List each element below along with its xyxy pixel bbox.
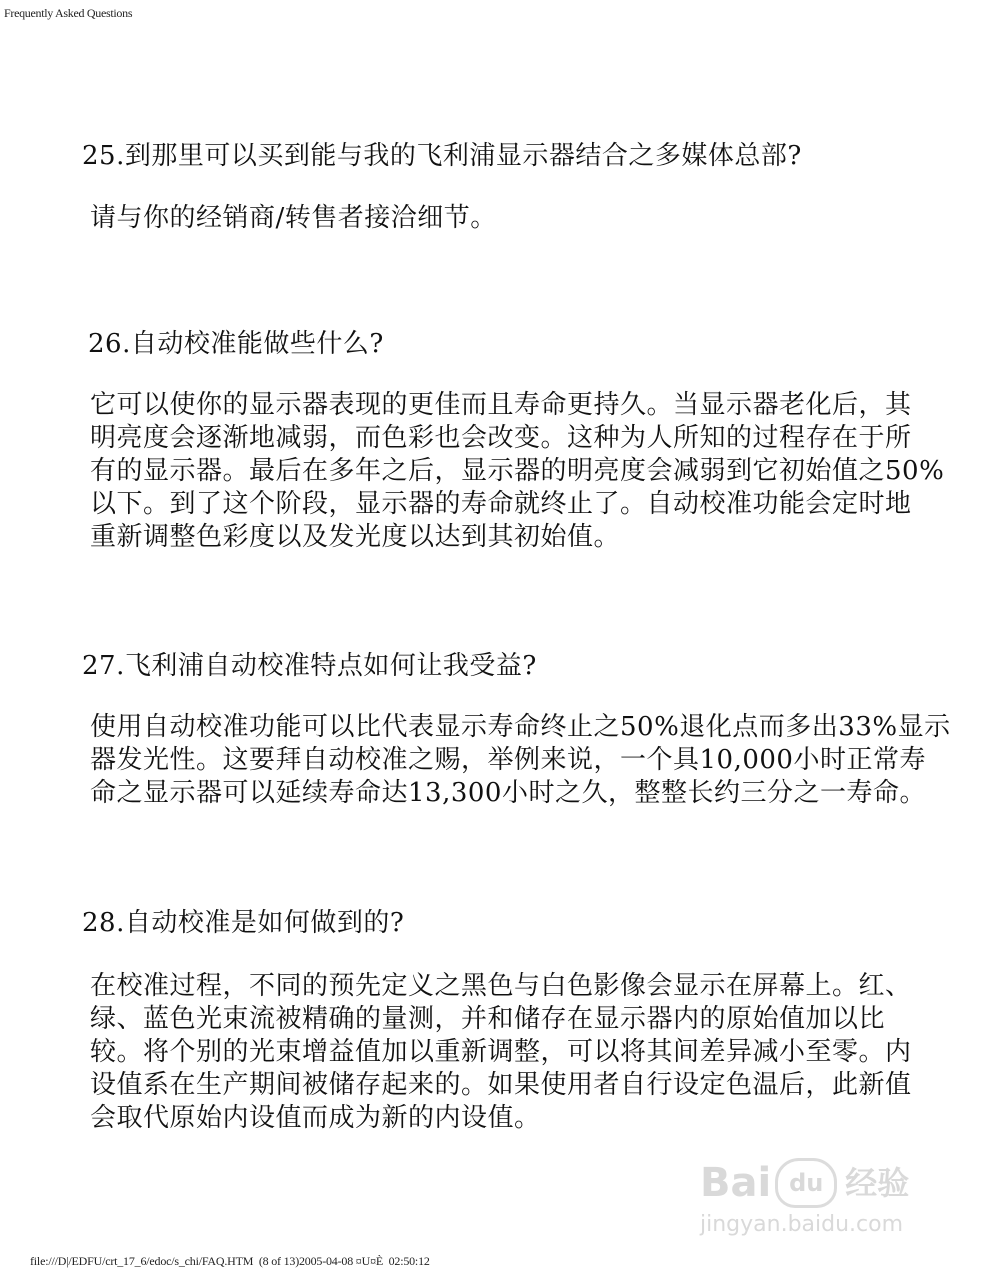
answer-line: 它可以使你的显示器表现的更佳而且寿命更持久。当显示器老化后，其 — [90, 390, 912, 420]
baidu-paw-icon — [775, 1158, 837, 1208]
answer-line: 以下。到了这个阶段，显示器的寿命就终止了。自动校准功能会定时地 — [90, 489, 912, 519]
answer-line: 器发光性。这要拜自动校准之赐，举例来说，一个具10,000小时正常寿 — [90, 745, 926, 775]
faq-question-27: 27.飞利浦自动校准特点如何让我受益? — [82, 651, 537, 681]
page-header-title: Frequently Asked Questions — [4, 6, 133, 20]
answer-line: 绿、蓝色光束流被精确的量测，并和储存在显示器内的原始值加以比 — [90, 1004, 886, 1034]
answer-line: 会取代原始内设值而成为新的内设值。 — [90, 1103, 541, 1133]
faq-question-28: 28.自动校准是如何做到的? — [82, 908, 405, 938]
answer-line: 设值系在生产期间被储存起来的。如果使用者自行设定色温后，此新值 — [90, 1070, 912, 1100]
watermark-cn-text: 经验 — [845, 1164, 910, 1202]
baidu-jingyan-watermark — [700, 1142, 940, 1242]
answer-line: 明亮度会逐渐地减弱，而色彩也会改变。这种为人所知的过程存在于所 — [90, 423, 912, 453]
faq-answer-26 — [90, 389, 950, 554]
watermark-url: jingyan.baidu.com — [700, 1212, 904, 1237]
faq-question-25: 25.到那里可以买到能与我的飞利浦显示器结合之多媒体总部? — [82, 141, 802, 171]
answer-line: 有的显示器。最后在多年之后，显示器的明亮度会减弱到它初始值之50% — [90, 456, 945, 486]
faq-answer-28 — [90, 970, 950, 1135]
watermark-paw-text: du — [789, 1169, 824, 1197]
answer-line: 请与你的经销商/转售者接洽细节。 — [90, 203, 497, 233]
watermark-brand-text: Bai — [700, 1160, 772, 1206]
answer-line: 重新调整色彩度以及发光度以达到其初始值。 — [90, 522, 621, 552]
footer-file-path: file:///D|/EDFU/crt_17_6/edoc/s_chi/FAQ.HTM (8 of 13)2005-04-08 ¤U¤È 02:50:12 — [30, 1254, 430, 1268]
answer-line: 命之显示器可以延续寿命达13,300小时之久，整整长约三分之一寿命。 — [90, 778, 926, 808]
answer-line: 较。将个别的光束增益值加以重新调整，可以将其间差异减小至零。内 — [90, 1037, 912, 1067]
answer-line: 使用自动校准功能可以比代表显示寿命终止之50%退化点而多出33%显示 — [90, 712, 951, 742]
faq-answer-25 — [90, 202, 950, 235]
faq-question-26: 26.自动校准能做些什么? — [88, 329, 384, 359]
faq-answer-27 — [90, 711, 950, 810]
answer-line: 在校准过程，不同的预先定义之黑色与白色影像会显示在屏幕上。红、 — [90, 971, 912, 1001]
